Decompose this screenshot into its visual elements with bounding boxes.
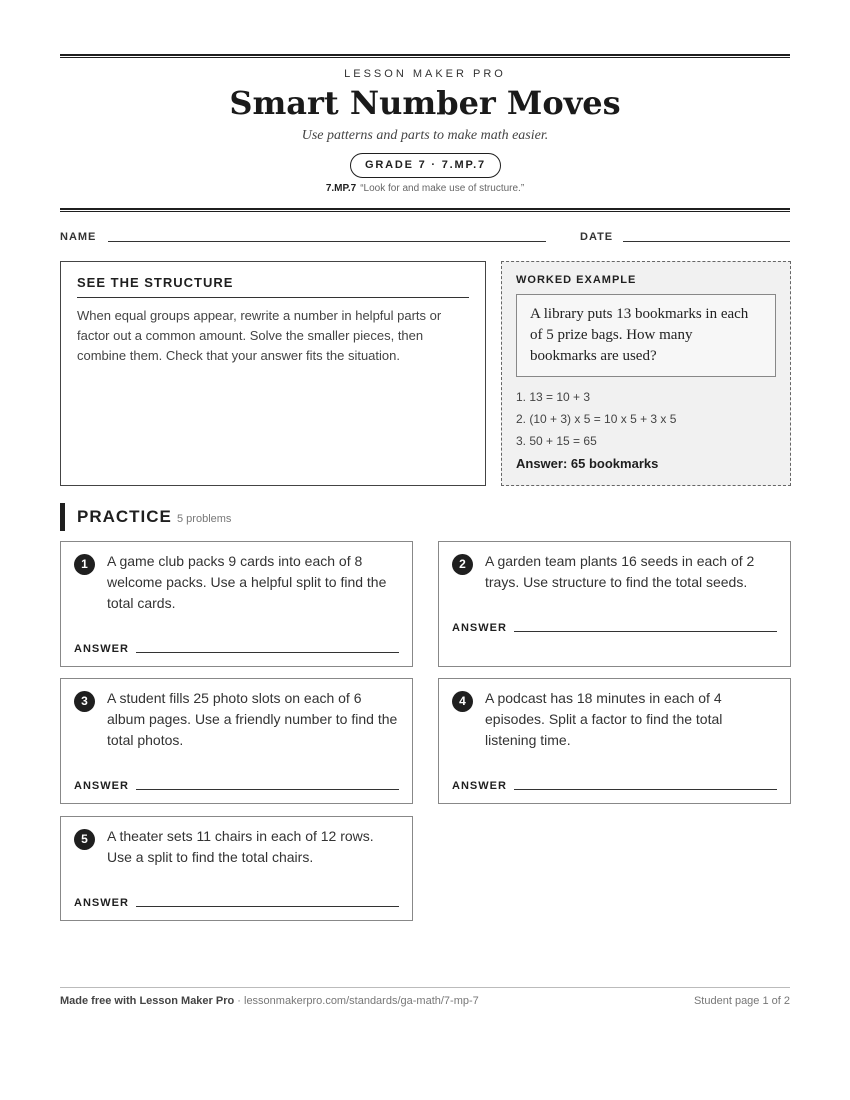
date-label: DATE <box>580 231 614 243</box>
worked-example-problem: A library puts 13 bookmarks in each of 5 prize bags. How many bookmarks are used? <box>516 294 776 377</box>
standard-code: 7.MP.7 <box>325 183 357 194</box>
problem-card-3 <box>60 678 413 804</box>
answer-label: ANSWER <box>452 622 507 634</box>
footer-page-number: Student page 1 of 2 <box>693 995 790 1007</box>
step-item: 2. (10 + 3) x 5 = 10 x 5 + 3 x 5 <box>516 412 677 426</box>
problem-number-badge: 3 <box>74 691 95 712</box>
header-bottom-divider <box>60 208 790 212</box>
footer-credit <box>60 995 479 1007</box>
problem-text: A podcast has 18 minutes in each of 4 episodes. Split a factor to find the total listening time. <box>485 690 723 748</box>
footer-url[interactable]: lessonmakerpro.com/standards/ga-math/7-mp-7 <box>244 995 479 1007</box>
problem-number-badge: 1 <box>74 554 95 575</box>
answer-label: ANSWER <box>74 643 129 655</box>
page-subtitle: Use patterns and parts to make math easier. <box>301 128 549 143</box>
answer-field[interactable] <box>136 652 399 653</box>
answer-label: ANSWER <box>74 780 129 792</box>
structure-heading: SEE THE STRUCTURE <box>77 275 469 298</box>
worked-example-panel <box>501 261 791 486</box>
answer-label: ANSWER <box>452 780 507 792</box>
problem-number-badge: 2 <box>452 554 473 575</box>
answer-field[interactable] <box>514 631 777 632</box>
problem-text: A garden team plants 16 seeds in each of 2 trays. Use structure to find the total seeds. <box>485 553 755 590</box>
page-title: Smart Number Moves <box>229 84 621 122</box>
footer-separator: · <box>234 995 244 1007</box>
worked-example-heading: WORKED EXAMPLE <box>516 274 637 286</box>
problem-text: A game club packs 9 cards into each of 8 welcome packs. Use a helpful split to find the total cards. <box>107 553 387 611</box>
problem-card-4 <box>438 678 791 804</box>
structure-panel <box>60 261 486 486</box>
step-item: 3. 50 + 15 = 65 <box>516 434 597 448</box>
practice-accent-bar <box>60 503 65 531</box>
answer-label: ANSWER <box>74 897 129 909</box>
answer-field[interactable] <box>136 906 399 907</box>
grade-badge: GRADE 7 · 7.MP.7 <box>350 153 501 178</box>
standard-quote: “Look for and make use of structure.” <box>360 183 525 194</box>
problem-number-badge: 5 <box>74 829 95 850</box>
date-field[interactable] <box>623 241 790 242</box>
problem-text: A student fills 25 photo slots on each of 6 album pages. Use a friendly number to find the total photos. <box>107 690 398 748</box>
top-divider <box>60 54 790 58</box>
problem-card-1 <box>60 541 413 667</box>
footer-divider <box>60 987 790 988</box>
step-item: 1. 13 = 10 + 3 <box>516 390 591 404</box>
answer-field[interactable] <box>514 789 777 790</box>
name-label: NAME <box>60 231 97 243</box>
footer-made-with: Made free with Lesson Maker Pro <box>60 995 235 1007</box>
name-field[interactable] <box>108 241 546 242</box>
problem-number-badge: 4 <box>452 691 473 712</box>
structure-body: When equal groups appear, rewrite a number in helpful parts or factor out a common amount. Solve the smaller pieces, then combine them. Check that your answer fits the situation. <box>77 308 442 363</box>
worked-example-steps <box>516 386 776 452</box>
problem-card-2 <box>438 541 791 667</box>
worked-example-answer: Answer: 65 bookmarks <box>516 456 659 471</box>
brand-name: LESSON MAKER PRO <box>344 68 506 80</box>
practice-count: 5 problems <box>177 513 232 525</box>
practice-title: PRACTICE <box>77 507 172 526</box>
problem-text: A theater sets 11 chairs in each of 12 rows. Use a split to find the total chairs. <box>107 828 374 865</box>
problem-card-5 <box>60 816 413 921</box>
standard-line <box>0 183 850 194</box>
answer-field[interactable] <box>136 789 399 790</box>
